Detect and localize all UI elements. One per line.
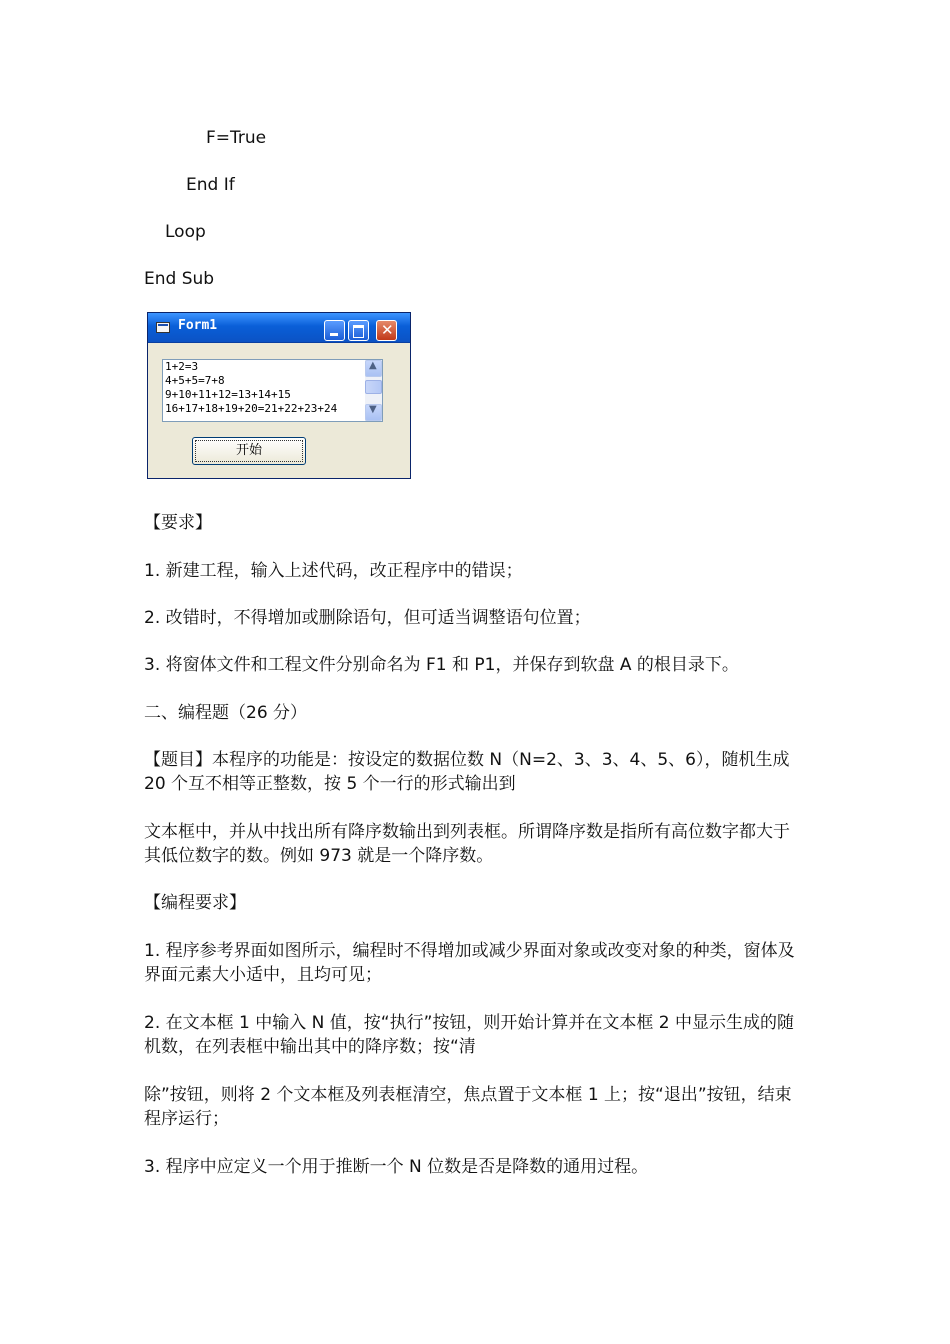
minimize-icon[interactable] <box>324 320 345 341</box>
requirement-item: 除”按钮，则将 2 个文本框及列表框清空，焦点置于文本框 1 上；按“退出”按钮，结束程序运行； <box>144 1085 792 1129</box>
section-heading: 二、编程题（26 分） <box>144 703 308 723</box>
result-listbox[interactable] <box>162 359 383 422</box>
requirements-heading: 【要求】 <box>144 513 212 533</box>
requirement-item: 2. 改错时，不得增加或删除语句，但可适当调整语句位置； <box>144 608 591 628</box>
vertical-scrollbar[interactable] <box>365 360 382 421</box>
list-item[interactable]: 4+5+5=7+8 <box>165 374 225 387</box>
form-titlebar[interactable] <box>148 313 410 343</box>
programming-requirements-heading: 【编程要求】 <box>144 893 246 913</box>
list-item[interactable]: 9+10+11+12=13+14+15 <box>165 388 291 401</box>
requirement-item: 3. 程序中应定义一个用于推断一个 N 位数是否是降数的通用过程。 <box>144 1157 649 1177</box>
form1-window <box>147 312 411 479</box>
requirement-item: 3. 将窗体文件和工程文件分别命名为 F1 和 P1，并保存到软盘 A 的根目录下。 <box>144 655 739 675</box>
code-line: End If <box>186 175 235 195</box>
topic-paragraph: 文本框中，并从中找出所有降序数输出到列表框。所谓降序数是指所有高位数字都大于其低位数字的数。例如 973 就是一个降序数。 <box>144 822 790 866</box>
code-line: Loop <box>165 222 206 242</box>
list-item[interactable]: 16+17+18+19+20=21+22+23+24 <box>165 402 338 415</box>
code-line: End Sub <box>144 269 215 289</box>
maximize-icon[interactable] <box>348 320 369 341</box>
requirement-item: 1. 程序参考界面如图所示，编程时不得增加或减少界面对象或改变对象的种类，窗体及界面元素大小适中，且均可见； <box>144 941 795 985</box>
scroll-down-icon[interactable]: ▼ <box>365 404 382 421</box>
scroll-thumb[interactable] <box>365 380 382 394</box>
close-icon[interactable]: ✕ <box>376 320 397 341</box>
code-line: F=True <box>206 128 267 148</box>
scroll-up-icon[interactable]: ▲ <box>365 360 382 377</box>
requirement-item: 2. 在文本框 1 中输入 N 值，按“执行”按钮，则开始计算并在文本框 2 中显示生成的随机数，在列表框中输出其中的降序数；按“清 <box>144 1013 795 1057</box>
form-title: Form1 <box>178 318 218 333</box>
requirement-item: 1. 新建工程，输入上述代码，改正程序中的错误； <box>144 561 523 581</box>
topic-paragraph: 【题目】本程序的功能是：按设定的数据位数 N（N=2、3、3、4、5、6），随机生成 20 个互不相等正整数，按 5 个一行的形式输出到 <box>144 750 790 794</box>
form-icon <box>156 322 170 333</box>
start-button-label: 开始 <box>195 440 303 462</box>
start-button[interactable] <box>192 437 306 465</box>
list-item[interactable]: 1+2=3 <box>165 360 199 373</box>
